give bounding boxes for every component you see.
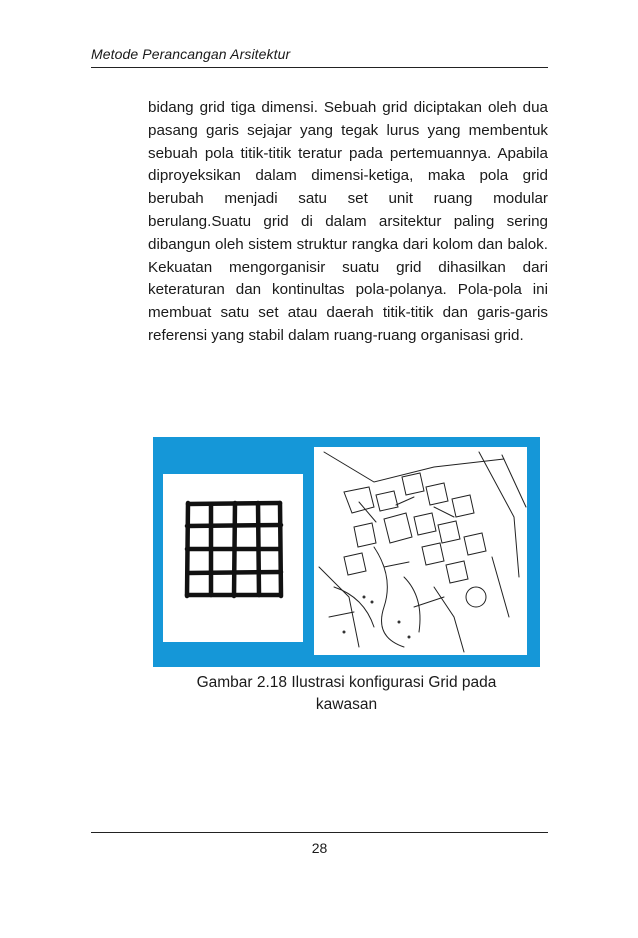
running-header-title: Metode Perancangan Arsitektur	[91, 46, 291, 62]
figure-caption-line-1: Gambar 2.18 Ilustrasi konfigurasi Grid pada	[196, 674, 497, 691]
site-plan-panel	[314, 447, 527, 655]
grid-diagram-image	[163, 474, 303, 642]
grid-diagram-panel	[163, 474, 303, 642]
page-number: 28	[311, 840, 328, 856]
figure-caption-line-2: kawasan	[315, 696, 378, 713]
figure-grid-illustration	[153, 437, 540, 667]
footer-rule	[91, 832, 548, 833]
site-plan-sketch-image	[314, 447, 527, 655]
body-paragraph: bidang grid tiga dimensi. Sebuah grid diciptakan oleh dua pasang garis sejajar yang tegak lurus yang membentuk sebuah pola titik-titik teratur pada pertemuannya. Apabila diproyeksikan dalam dimensi-ketiga, maka pola grid berubah menjadi satu set unit ruang modular berulang.Suatu grid di dalam arsitektur paling sering dibangun oleh sistem struktur rangka dari kolom dan balok. Kekuatan mengorganisir suatu grid dihasilkan dari keteraturan dan kontinultas pola-polanya. Pola-pola ini membuat satu set atau daerah titik-titik dan garis-garis referensi yang stabil dalam ruang-ruang organisasi grid.	[148, 99, 548, 344]
figure-caption	[153, 672, 540, 716]
header-rule	[91, 67, 548, 68]
